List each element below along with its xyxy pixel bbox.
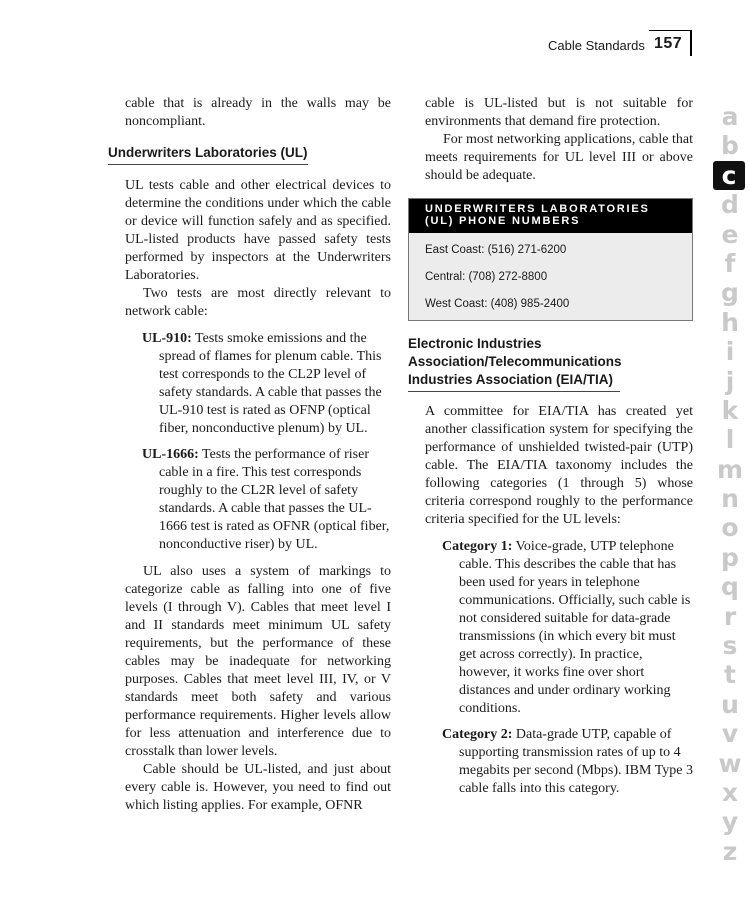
ul-paragraph-4: Cable should be UL-listed, and just about every cable is. However, you need to find out which listing applies. For example, OFNR [125,762,391,813]
phone-central: Central: (708) 272-8800 [425,271,548,283]
thumb-letter-u: u [721,689,739,719]
cat1-text: Voice-grade, UTP telephone cable. This describes the cable that has been used for years in telephone communications. Officially, such cable is not considered suitable for data-grade transmissions (in which every bit must get across correctly). In practice, however, it works fine over short distances and under ordinary working conditions. [459,539,691,716]
cat2-text: Data-grade UTP, capable of supporting transmission rates of up to 4 megabits per second (Mbps). IBM Type 3 cable falls into this category. [459,727,694,796]
list-item [142,446,391,554]
thumb-letter-q: q [721,572,739,602]
phone-sidebar [408,198,693,321]
ul1666-term: UL-1666: [142,447,199,462]
thumb-letter-c: c [713,161,745,190]
thumb-letter-l: l [725,425,735,455]
thumb-letter-d: d [721,190,739,220]
thumb-letter-s: s [722,631,738,661]
cat2-term: Category 2: [442,727,513,742]
running-header [540,30,700,56]
list-item [142,330,391,438]
left-column [108,95,391,815]
thumb-letter-g: g [721,278,739,308]
intro-paragraph: cable that is already in the walls may be noncompliant. [125,96,391,129]
list-item [442,726,693,798]
list-item [442,538,693,718]
section-heading-ul: Underwriters Laboratories (UL) [108,144,308,165]
ul910-term: UL-910: [142,331,192,346]
ul1666-text: Tests the performance of riser cable in a fire. This test corresponds roughly to the CL2R level of safety standards. A cable that passes the UL-1666 test is rated as OFNR (optical fiber, nonconductive riser) by UL. [159,447,390,552]
thumb-letter-e: e [721,219,739,249]
thumb-letter-p: p [721,542,739,572]
eia-paragraph: A committee for EIA/TIA has created yet another classification system for specifying the performance of unshielded twisted-pair (UTP) cable. The EIA/TIA taxonomy includes the following categories (1 through 5) whose criteria correspond roughly to the performance criteria specified for the UL levels: [425,404,693,527]
header-bar [690,30,692,56]
cat1-term: Category 1: [442,539,513,554]
thumb-letter-w: w [718,748,742,778]
ul-paragraph-1: UL tests cable and other electrical devices to determine the conditions under which the cable or device will function safely and as specified. UL-listed products have passed safety tests performed by inspectors at the Underwriters Laboratories. [125,178,391,283]
continued-paragraph-2: For most networking applications, cable that meets requirements for UL level III or above should be adequate. [425,132,693,183]
ul-paragraph-3: UL also uses a system of markings to categorize cable as falling into one of five levels (I through V). Cables that meet level I and II standards meet minimum UL safety requirements, but the performance of these cables may be inadequate for networking purposes. Cables that meet level III, IV, or V standards meet both safety and various performance requirements. Higher levels allow for less attenuation and interference due to crosstalk than lower levels. [125,564,391,759]
thumb-letter-t: t [724,660,736,690]
thumb-letter-f: f [724,248,736,278]
thumb-letter-j: j [725,366,735,396]
header-title: Cable Standards [548,38,645,53]
thumb-letter-a: a [721,102,739,131]
phone-east: East Coast: (516) 271-6200 [425,244,567,256]
right-column [408,95,693,798]
thumb-letter-z: z [722,836,738,866]
page-number: 157 [654,35,683,52]
ul910-text: Tests smoke emissions and the spread of flames for plenum cable. This test corresponds to the CL2P level of safety standards. A cable that passes the UL-910 test is rated as OFNP (optical fiber, nonconductive plenum) by UL. [159,331,382,436]
ul-test-list [108,330,391,554]
category-list [408,538,693,798]
thumb-letter-v: v [721,719,739,749]
thumb-letter-o: o [721,513,739,543]
thumb-letter-k: k [721,395,739,425]
thumb-letter-n: n [721,484,739,514]
sidebar-title: UNDERWRITERS LABORATORIES (UL) PHONE NUMBERS [409,199,692,233]
phone-west: West Coast: (408) 985-2400 [425,298,570,310]
thumb-letter-x: x [721,777,739,807]
thumb-letter-h: h [721,307,739,337]
thumb-letter-b: b [721,131,739,161]
continued-paragraph: cable is UL-listed but is not suitable for environments that demand fire protection. [425,96,693,129]
thumb-index [715,102,745,866]
ul-paragraph-2: Two tests are most directly relevant to network cable: [125,286,391,319]
thumb-letter-i: i [725,337,735,367]
section-heading-eia: Electronic Industries Association/Telecommunications Industries Association (EIA/TIA) [408,335,620,392]
thumb-letter-y: y [721,807,739,837]
thumb-letter-r: r [723,601,737,631]
header-rule [649,30,691,31]
thumb-letter-m: m [716,454,744,484]
